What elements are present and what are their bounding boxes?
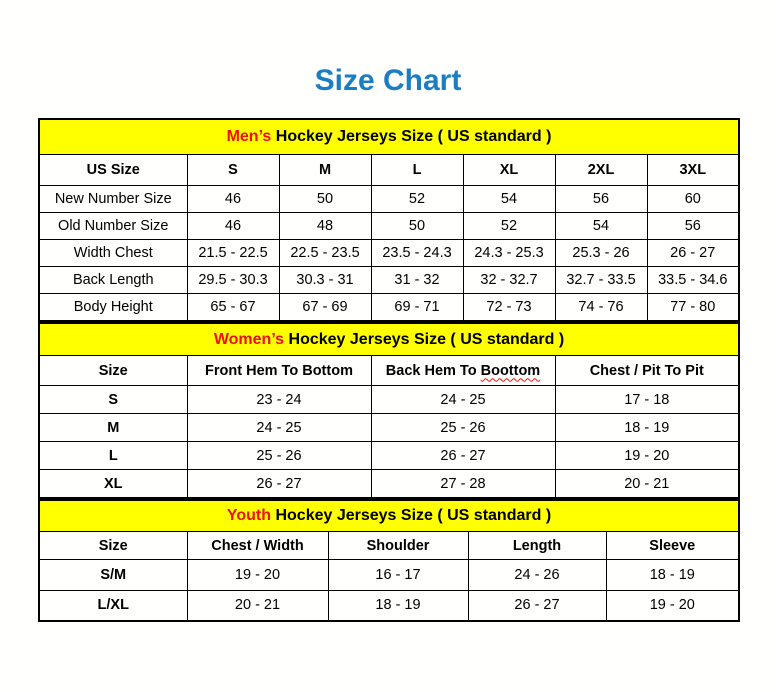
mens-section-header xyxy=(39,119,739,155)
value-cell: 74 - 76 xyxy=(555,294,647,322)
mens-col-header: L xyxy=(371,155,463,186)
value-cell: 26 - 27 xyxy=(371,442,555,470)
mens-column-header-row xyxy=(39,155,739,186)
youth-section-rest: Hockey Jerseys Size ( US standard ) xyxy=(271,507,552,524)
value-cell: 56 xyxy=(647,213,739,240)
value-cell: 52 xyxy=(463,213,555,240)
mens-col-header: S xyxy=(187,155,279,186)
row-label-cell: Back Length xyxy=(39,267,187,294)
row-label-cell: Old Number Size xyxy=(39,213,187,240)
youth-section-header xyxy=(39,500,739,532)
value-cell: 19 - 20 xyxy=(187,560,328,591)
womens-section-header xyxy=(39,323,739,356)
table-row xyxy=(39,294,739,322)
value-cell: 22.5 - 23.5 xyxy=(279,240,371,267)
value-cell: 20 - 21 xyxy=(187,590,328,621)
row-label-cell: Body Height xyxy=(39,294,187,322)
mens-size-table xyxy=(38,118,740,322)
value-cell: 50 xyxy=(279,186,371,213)
row-label-cell: M xyxy=(39,414,187,442)
table-row xyxy=(39,414,739,442)
youth-size-table xyxy=(38,499,740,622)
value-cell: 54 xyxy=(463,186,555,213)
table-row xyxy=(39,186,739,213)
youth-section-highlight: Youth xyxy=(226,507,272,524)
table-row xyxy=(39,560,739,591)
value-cell: 16 - 17 xyxy=(328,560,468,591)
table-row xyxy=(39,267,739,294)
value-cell: 46 xyxy=(187,213,279,240)
value-cell: 65 - 67 xyxy=(187,294,279,322)
value-cell: 23 - 24 xyxy=(187,386,371,414)
value-cell: 77 - 80 xyxy=(647,294,739,322)
value-cell: 50 xyxy=(371,213,463,240)
table-row xyxy=(39,213,739,240)
value-cell: 25 - 26 xyxy=(187,442,371,470)
value-cell: 21.5 - 22.5 xyxy=(187,240,279,267)
value-cell: 24 - 25 xyxy=(371,386,555,414)
row-label-cell: S xyxy=(39,386,187,414)
youth-col-header: Size xyxy=(39,532,187,560)
womens-col-header xyxy=(371,356,555,386)
value-cell: 52 xyxy=(371,186,463,213)
mens-section-rest: Hockey Jerseys Size ( US standard ) xyxy=(271,128,552,145)
value-cell: 48 xyxy=(279,213,371,240)
row-label-cell: L/XL xyxy=(39,590,187,621)
youth-section-title xyxy=(39,500,739,532)
value-cell: 26 - 27 xyxy=(187,470,371,499)
table-row xyxy=(39,470,739,499)
value-cell: 33.5 - 34.6 xyxy=(647,267,739,294)
value-cell: 17 - 18 xyxy=(555,386,739,414)
youth-col-header: Shoulder xyxy=(328,532,468,560)
row-label-cell: S/M xyxy=(39,560,187,591)
womens-col-header: Front Hem To Bottom xyxy=(187,356,371,386)
row-label-cell: New Number Size xyxy=(39,186,187,213)
womens-section-highlight: Women’s xyxy=(213,330,285,348)
value-cell: 19 - 20 xyxy=(555,442,739,470)
size-chart xyxy=(38,118,738,622)
womens-section-rest: Hockey Jerseys Size ( US standard ) xyxy=(284,330,565,348)
value-cell: 25 - 26 xyxy=(371,414,555,442)
value-cell: 56 xyxy=(555,186,647,213)
youth-col-header: Sleeve xyxy=(606,532,739,560)
value-cell: 60 xyxy=(647,186,739,213)
row-label-cell: L xyxy=(39,442,187,470)
value-cell: 32.7 - 33.5 xyxy=(555,267,647,294)
value-cell: 25.3 - 26 xyxy=(555,240,647,267)
value-cell: 30.3 - 31 xyxy=(279,267,371,294)
value-cell: 18 - 19 xyxy=(328,590,468,621)
table-row xyxy=(39,442,739,470)
value-cell: 32 - 32.7 xyxy=(463,267,555,294)
value-cell: 54 xyxy=(555,213,647,240)
table-row xyxy=(39,240,739,267)
youth-col-header: Length xyxy=(468,532,606,560)
value-cell: 26 - 27 xyxy=(468,590,606,621)
value-cell: 69 - 71 xyxy=(371,294,463,322)
table-row xyxy=(39,590,739,621)
youth-column-header-row xyxy=(39,532,739,560)
value-cell: 29.5 - 30.3 xyxy=(187,267,279,294)
mens-col-header: M xyxy=(279,155,371,186)
mens-section-highlight: Men’s xyxy=(226,128,272,145)
row-label-cell: Width Chest xyxy=(39,240,187,267)
value-cell: 18 - 19 xyxy=(606,560,739,591)
value-cell: 20 - 21 xyxy=(555,470,739,499)
value-cell: 72 - 73 xyxy=(463,294,555,322)
value-cell: 31 - 32 xyxy=(371,267,463,294)
mens-col-header: US Size xyxy=(39,155,187,186)
page-title: Size Chart xyxy=(314,64,462,97)
value-cell: 27 - 28 xyxy=(371,470,555,499)
value-cell: 24 - 25 xyxy=(187,414,371,442)
womens-column-header-row xyxy=(39,356,739,386)
value-cell: 23.5 - 24.3 xyxy=(371,240,463,267)
value-cell: 46 xyxy=(187,186,279,213)
value-cell: 24 - 26 xyxy=(468,560,606,591)
mens-section-title xyxy=(39,119,739,155)
row-label-cell: XL xyxy=(39,470,187,499)
mens-col-header: 3XL xyxy=(647,155,739,186)
value-cell: 67 - 69 xyxy=(279,294,371,322)
table-row xyxy=(39,386,739,414)
value-cell: 19 - 20 xyxy=(606,590,739,621)
value-cell: 18 - 19 xyxy=(555,414,739,442)
back-hem-misspelled-word: Boottom xyxy=(480,362,541,379)
womens-size-table xyxy=(38,322,740,499)
back-hem-label-prefix: Back Hem To xyxy=(385,362,481,379)
youth-col-header: Chest / Width xyxy=(187,532,328,560)
womens-col-header: Chest / Pit To Pit xyxy=(555,356,739,386)
mens-col-header: 2XL xyxy=(555,155,647,186)
womens-col-header: Size xyxy=(39,356,187,386)
value-cell: 24.3 - 25.3 xyxy=(463,240,555,267)
womens-section-title xyxy=(39,323,739,356)
mens-col-header: XL xyxy=(463,155,555,186)
value-cell: 26 - 27 xyxy=(647,240,739,267)
